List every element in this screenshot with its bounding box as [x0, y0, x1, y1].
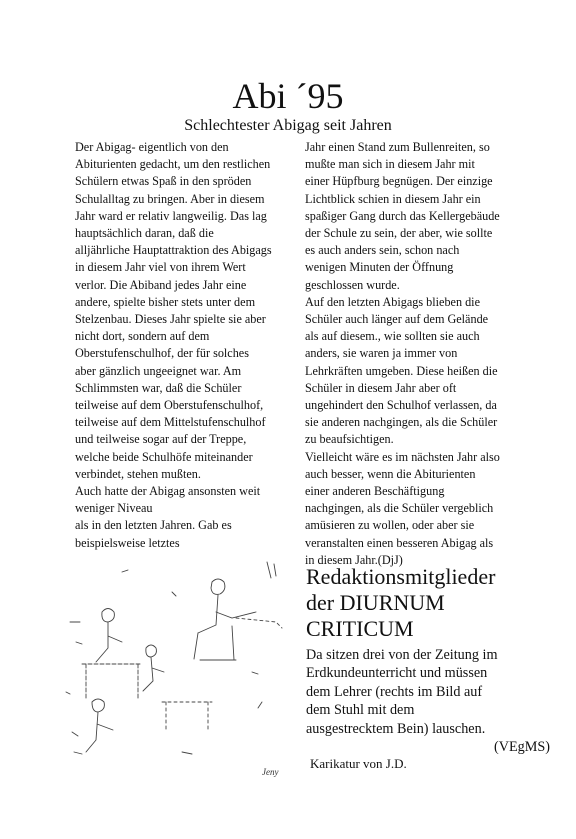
- article-text-line: Jahr ward er relativ langweilig. Das lag: [75, 208, 267, 223]
- caption-body-line: Da sitzen drei von der Zeitung im: [306, 647, 498, 663]
- article-text-line: in diesem Jahr viel von ihrem Wert: [75, 260, 246, 275]
- caption-title-line: Redaktionsmitglieder: [306, 564, 496, 589]
- article-text-line: Der Abigag- eigentlich von den: [75, 140, 229, 154]
- caption-body-line: ausgestrecktem Bein) lauschen.: [306, 720, 486, 737]
- article-text-line: teilweise auf dem Oberstufenschulhof,: [75, 398, 264, 413]
- article-text-line: nicht dort, sondern auf dem: [75, 329, 210, 344]
- article-text-line: teilweise auf dem Mittelstufenschulhof: [75, 415, 266, 430]
- caption-body-line: Erdkundeunterricht und müssen: [306, 665, 488, 682]
- article-text-line: einer anderen Beschäftigung: [305, 484, 445, 499]
- article-text-line: hauptsächlich daran, daß die: [75, 226, 214, 241]
- article-text-line: Lichtblick schien in diesem Jahr ein: [305, 191, 481, 206]
- article-text-line: amüsieren zu wollen, oder aber sie: [305, 518, 475, 533]
- article-text-line: alljährliche Hauptattraktion des Abigags: [75, 243, 272, 258]
- article-text-line: geschlossen wurde.: [305, 277, 400, 292]
- article-title: Abi ´95: [232, 76, 344, 116]
- article-text-line: nachgingen, als die Schüler vergeblich: [305, 501, 494, 516]
- article-text-line: es auch anders sein, schon nach: [305, 243, 460, 258]
- article-text-line: der Schule zu sein, der aber, wie sollte: [305, 226, 493, 241]
- article-text-line: weniger Niveau: [75, 501, 153, 516]
- article-text-line: zu beaufsichtigen.: [305, 432, 394, 447]
- article-text-line: aber gänzlich ungeeignet war. Am: [75, 363, 242, 378]
- article-text-line: verlor. Die Abiband jedes Jahr eine: [75, 277, 247, 292]
- article-text-line: und teilweise sogar auf der Treppe,: [75, 432, 247, 447]
- article-text-line: Schülern etwas Spaß in den spröden: [75, 174, 252, 189]
- article-text-line: Vielleicht wäre es im nächsten Jahr also: [305, 449, 500, 464]
- article-text-line: mußte man sich in diesem Jahr mit: [305, 157, 475, 172]
- article-text-line: in diesem Jahr.(DjJ): [305, 552, 403, 567]
- article-text-line: ungehindert den Schulhof verlassen, da: [305, 398, 497, 413]
- caption-title-line: CRITICUM: [306, 616, 414, 641]
- sketch-signature: Jeny: [262, 767, 279, 777]
- article-text-line: sie anderen nachgingen, als die Schüler: [305, 415, 498, 430]
- article-subtitle: Schlechtester Abigag seit Jahren: [184, 117, 392, 134]
- caption-body-line: dem Stuhl mit dem: [306, 702, 415, 719]
- article-text-line: Auf den letzten Abigags blieben die: [305, 294, 480, 309]
- caricature-credit: Karikatur von J.D.: [310, 756, 407, 771]
- article-text-line: Schüler in diesem Jahr aber oft: [305, 380, 457, 395]
- article-column-right: [305, 139, 541, 569]
- article-text-line: als in den letzten Jahren. Gab es: [75, 518, 232, 533]
- article-text-line: verbindet, stehen mußten.: [75, 466, 201, 481]
- article-text-line: Lehrkräften umgeben. Diese heißen die: [305, 363, 498, 378]
- article-text-line: Auch hatte der Abigag ansonsten weit: [75, 484, 261, 499]
- article-text-line: auch besser, wenn die Abiturienten: [305, 466, 476, 481]
- article-text-line: Jahr einen Stand zum Bullenreiten, so: [305, 140, 490, 154]
- article-text-line: beispielsweise letztes: [75, 535, 180, 550]
- article-column-left: [75, 139, 311, 552]
- article-text-line: welche beide Schulhöfe miteinander: [75, 449, 253, 464]
- article-text-line: Schulalltag zu bringen. Aber in diesem: [75, 191, 265, 206]
- caption-title-line: der DIURNUM: [306, 590, 445, 615]
- article-text-line: als auf diesem., wie sollten sie auch: [305, 329, 480, 344]
- article-text-line: andere, spielte bisher stets unter dem: [75, 294, 256, 309]
- article-text-line: Schlimmsten war, daß die Schüler: [75, 380, 242, 395]
- caption-body: [306, 646, 556, 756]
- caption-body-line: (VEgMS): [494, 739, 550, 756]
- article-text-line: einer Hüpfburg begnügen. Der einzige: [305, 174, 493, 189]
- caption-title: [306, 564, 556, 642]
- article-text-line: veranstalten einen besseren Abigag als: [305, 535, 494, 550]
- article-text-line: wenigen Minuten der Öffnung: [305, 260, 454, 275]
- article-text-line: Stelzenbau. Dieses Jahr spielte sie aber: [75, 312, 266, 327]
- article-text-line: anders, sie waren ja immer von: [305, 346, 458, 361]
- article-text-line: Oberstufenschulhof, der für solches: [75, 346, 249, 361]
- caricature-sketch: [62, 552, 294, 792]
- article-text-line: spaßiger Gang durch das Kellergebäude: [305, 208, 500, 223]
- article-text-line: Schüler auch länger auf dem Gelände: [305, 312, 489, 327]
- article-text-line: Abiturienten gedacht, um den restlichen: [75, 157, 271, 172]
- caption-body-line: dem Lehrer (rechts im Bild auf: [306, 683, 483, 700]
